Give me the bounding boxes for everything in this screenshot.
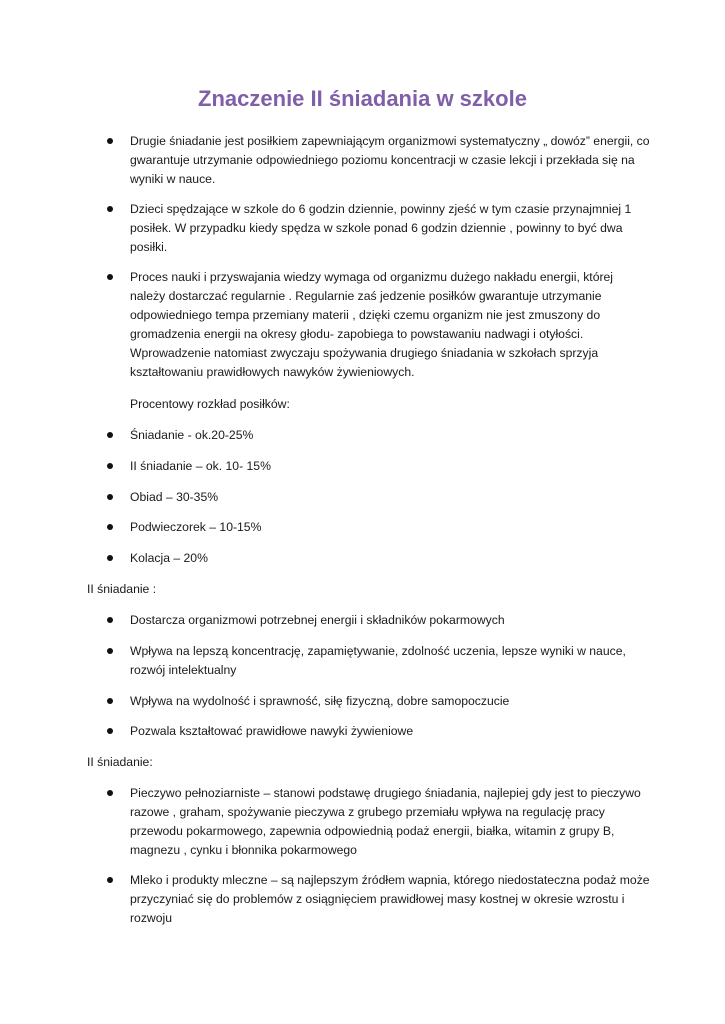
section-heading: II śniadanie: (87, 755, 153, 769)
list-item: Pozwala kształtować prawidłowe nawyki żywieniowe (130, 722, 650, 741)
list-item: Mleko i produkty mleczne – są najlepszym źródłem wapnia, którego niedostateczna podaż może przyczyniać się do problemów z osiągnięciem prawidłowej masy kostnej w okresie wzrostu i rozwoju (130, 871, 650, 928)
list-item: Wpływa na wydolność i sprawność, siłę fizyczną, dobre samopoczucie (130, 692, 650, 711)
list-item: Wpływa na lepszą koncentrację, zapamiętywanie, zdolność uczenia, lepsze wyniki w nauce, rozwój intelektualny (130, 642, 650, 680)
list-item: II śniadanie – ok. 10- 15% (130, 457, 650, 476)
list-item: Pieczywo pełnoziarniste – stanowi podstawę drugiego śniadania, najlepiej gdy jest to pieczywo razowe , graham, spożywanie pieczywa z grubego przemiału wpływa na regulację pracy przewodu pokarmowego, zapewnia odpowiednią podaż energii, białka, witamin z grupy B, magnezu , cynku i błonnika pokarmowego (130, 784, 650, 860)
list-item: Proces nauki i przyswajania wiedzy wymaga od organizmu dużego nakładu energii, której należy dostarczać regularnie . Regularnie zaś jedzenie posiłków gwarantuje utrzymanie odpowiedniego tempa przemiany materii , dzięki czemu organizm nie jest zmuszony do gromadzenia energii na okresy głodu- zapobiega to powstawaniu nadwagi i otyłości. Wprowadzenie natomiast zwyczaju spożywania drugiego śniadania w szkołach sprzyja kształtowaniu prawidłowych nawyków żywieniowych. (130, 268, 650, 382)
list-item: Kolacja – 20% (130, 549, 650, 568)
list-item: Podwieczorek – 10-15% (130, 518, 650, 537)
page-title: Znaczenie II śniadania w szkole (198, 86, 527, 111)
list-item: Dostarcza organizmowi potrzebnej energii i składników pokarmowych (130, 611, 650, 630)
distribution-heading: Procentowy rozkład posiłków: (130, 397, 290, 411)
list-item: Drugie śniadanie jest posiłkiem zapewniającym organizmowi systematyczny „ dowóz” energii, co gwarantuje utrzymanie odpowiedniego poziomu koncentracji w czasie lekcji i przekłada się na wyniki w nauce. (130, 132, 650, 189)
list-item: Śniadanie - ok.20-25% (130, 426, 650, 445)
list-item: Dzieci spędzające w szkole do 6 godzin dziennie, powinny zjeść w tym czasie przynajmniej 1 posiłek. W przypadku kiedy spędza w szkole ponad 6 godzin dziennie , powinny to być dwa posiłki. (130, 200, 650, 257)
section-heading: II śniadanie : (87, 582, 157, 596)
list-item: Obiad – 30-35% (130, 488, 650, 507)
